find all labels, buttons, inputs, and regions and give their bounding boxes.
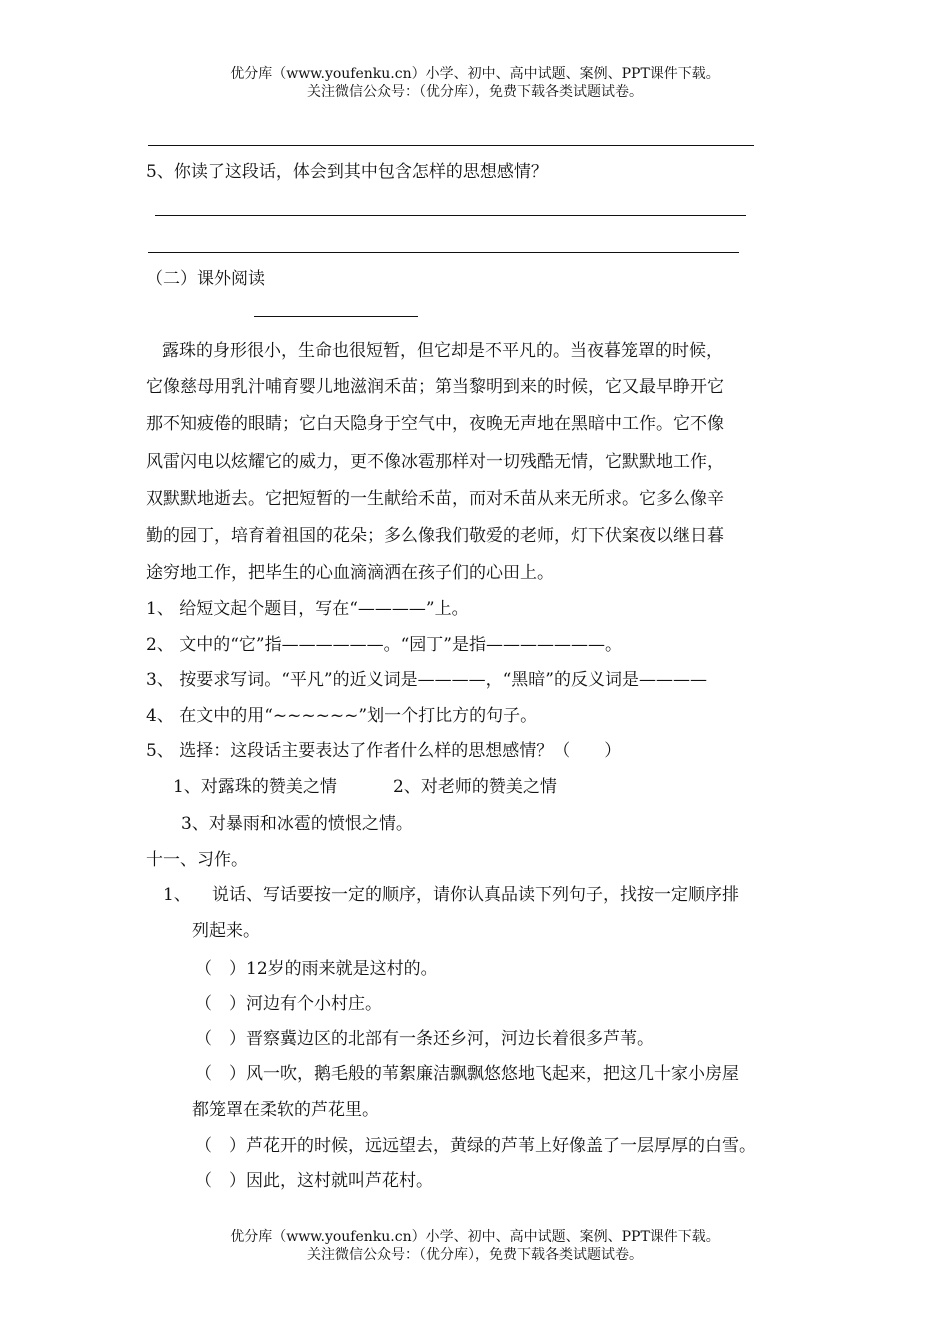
footer-line-2: 关注微信公众号：（优分库），免费下载各类试题试卷。 <box>307 1247 643 1263</box>
passage-line: 那不知疲倦的眼睛；它白天隐身于空气中，夜晚无声地在黑暗中工作。它不像 <box>146 414 724 434</box>
header-line-2: 关注微信公众号：（优分库），免费下载各类试题试卷。 <box>307 84 643 100</box>
passage-line: 双默默地逝去。它把短暂的一生献给禾苗，而对禾苗从来无所求。它多么像辛 <box>146 489 724 509</box>
choice-option-3: 3、对暴雨和冰雹的愤恨之情。 <box>181 814 413 834</box>
answer-line <box>155 215 746 216</box>
section-title-extracurricular: （二）课外阅读 <box>146 269 265 289</box>
passage-line: 勤的园丁，培育着祖国的花朵；多么像我们敬爱的老师，灯下伏案夜以继日暮 <box>146 526 724 546</box>
question-5: 5、你读了这段话，体会到其中包含怎样的思想感情？ <box>146 162 548 182</box>
composition-question-text: 说话、写话要按一定的顺序，请你认真品读下列句子，找按一定顺序排 <box>212 885 739 905</box>
ordering-item: （ ）12岁的雨来就是这村的。 <box>195 959 438 979</box>
answer-line <box>148 145 754 146</box>
ordering-item: （ ）晋察冀边区的北部有一条还乡河，河边长着很多芦苇。 <box>195 1029 654 1049</box>
header-line-1: 优分库（www.youfenku.cn）小学、初中、高中试题、案例、PPT课件下载。 <box>230 66 720 82</box>
ordering-item: （ ）芦花开的时候，远远望去，黄绿的芦苇上好像盖了一层厚厚的白雪。 <box>195 1136 756 1156</box>
choice-option-1: 1、对露珠的赞美之情 <box>173 777 337 797</box>
composition-question-text: 列起来。 <box>192 921 260 941</box>
ordering-item: （ ）风一吹，鹅毛般的苇絮廉洁飘飘悠悠地飞起来，把这几十家小房屋 <box>195 1064 739 1084</box>
ordering-item: （ ）因此，这村就叫芦花村。 <box>195 1171 433 1191</box>
reading-question-4: 4、 在文中的用“~~~~~~”划一个打比方的句子。 <box>146 706 538 726</box>
answer-line <box>148 252 739 253</box>
reading-question-5: 5、 选择：这段话主要表达了作者什么样的思想感情？（ ） <box>146 741 622 761</box>
passage-line: 它像慈母用乳汁哺育婴儿地滋润禾苗；第当黎明到来的时候，它又最早睁开它 <box>146 377 724 397</box>
passage-line: 露珠的身形很小，生命也很短暂，但它却是不平凡的。当夜暮笼罩的时候， <box>162 341 723 361</box>
choice-option-2: 2、对老师的赞美之情 <box>393 777 557 797</box>
ordering-item-continuation: 都笼罩在柔软的芦花里。 <box>192 1100 379 1120</box>
reading-question-3: 3、 按要求写词。“平凡”的近义词是————，“黑暗”的反义词是———— <box>146 670 707 690</box>
footer-line-1: 优分库（www.youfenku.cn）小学、初中、高中试题、案例、PPT课件下载。 <box>230 1229 720 1245</box>
reading-question-1: 1、 给短文起个题目，写在“————”上。 <box>146 599 469 619</box>
passage-line: 风雷闪电以炫耀它的威力，更不像冰雹那样对一切残酷无情，它默默地工作， <box>146 452 724 472</box>
title-blank-line <box>254 316 418 317</box>
reading-question-2: 2、 文中的“它”指——————。“园丁”是指———————。 <box>146 635 622 655</box>
composition-question-number: 1、 <box>163 885 191 905</box>
ordering-item: （ ）河边有个小村庄。 <box>195 994 382 1014</box>
section-title-composition: 十一、习作。 <box>146 850 248 870</box>
passage-line: 途穷地工作，把毕生的心血滴滴洒在孩子们的心田上。 <box>146 563 554 583</box>
